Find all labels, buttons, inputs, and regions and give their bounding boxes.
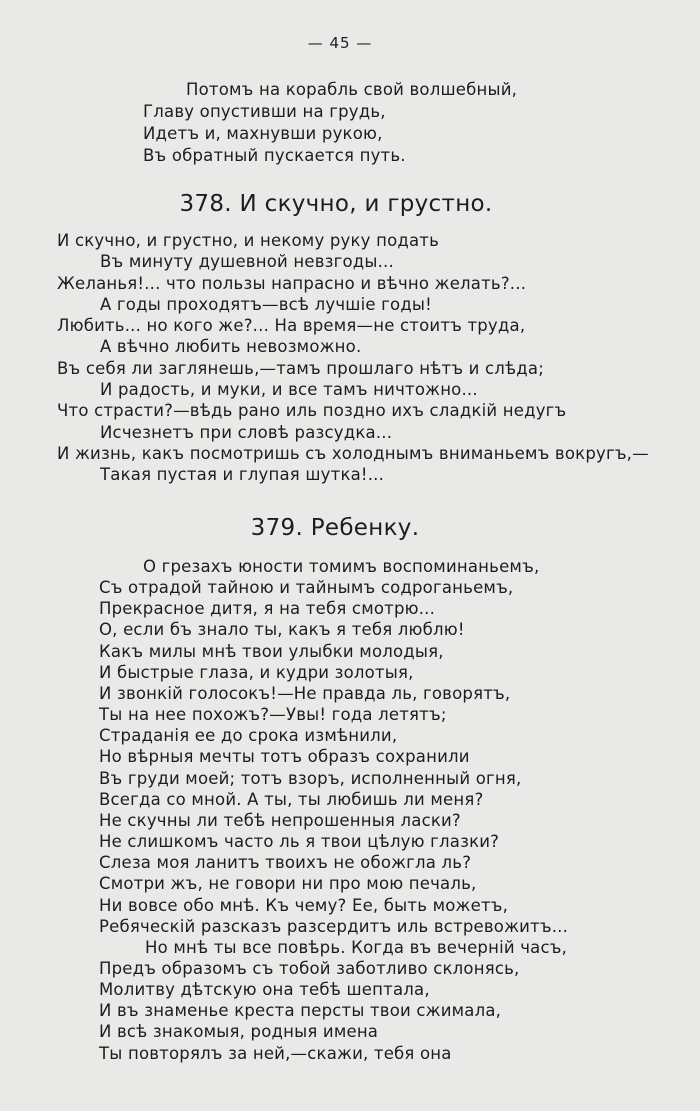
poem-line: Но мнѣ ты все повѣрь. Когда въ вечерній часъ,: [145, 937, 568, 957]
poem-line: Главу опустивши на грудь,: [143, 102, 386, 121]
poem-line: Идетъ и, махнувши рукою,: [143, 124, 383, 143]
poem-line: О грезахъ юности томимъ воспоминаньемъ,: [143, 557, 540, 576]
poem-line: Въ минуту душевной невзгоды...: [100, 252, 394, 272]
poem-line: Въ обратный пускается путь.: [143, 146, 406, 165]
poem-line: И скучно, и грустно, и некому руку подать: [57, 231, 440, 250]
poem-line: А вѣчно любить невозможно.: [100, 337, 362, 357]
poem-line: И быстрые глаза, и кудри золотыя,: [99, 662, 414, 682]
poem-line: И всѣ знакомыя, родныя имена: [99, 1022, 379, 1042]
poem-379-body: [99, 556, 568, 1064]
poem-line: Смотри жъ, не говори ни про мою печаль,: [99, 874, 477, 894]
poem-line: Исчезнетъ при словѣ разсудка...: [100, 422, 393, 442]
poem-line: Такая пустая и глупая шутка!...: [100, 465, 385, 485]
poem-line: Въ себя ли заглянешь,—тамъ прошлаго нѣтъ и слѣда;: [57, 358, 544, 378]
poem-line: Потомъ на корабль свой волшебный,: [186, 80, 518, 99]
poem-line: Всегда со мной. А ты, ты любишь ли меня?: [99, 789, 484, 809]
poem-line: Молитву дѣтскую она тебѣ шептала,: [99, 980, 430, 1000]
intro-stanza: [143, 79, 517, 167]
poem-line: Ребяческій разсказъ разсердитъ иль встревожитъ...: [99, 916, 569, 936]
poem-line: Ты повторялъ за ней,—скажи, тебя она: [99, 1043, 452, 1063]
poem-line: Что страсти?—вѣдь рано иль поздно ихъ сладкій недугъ: [57, 401, 567, 421]
poem-line: Желанья!... что пользы напрасно и вѣчно желать?...: [57, 273, 527, 293]
poem-line: Слеза моя ланитъ твоихъ не обожгла ль?: [99, 853, 472, 873]
poem-line: И жизнь, какъ посмотришь съ холоднымъ вниманьемъ вокругъ,—: [57, 443, 649, 463]
poem-title-378: 378. И скучно, и грустно.: [179, 191, 493, 217]
poem-line: А годы проходятъ—всѣ лучшіе годы!: [100, 294, 432, 314]
poem-line: Ты на нее похожъ?—Увы! года летятъ;: [99, 705, 447, 725]
poem-line: Съ отрадой тайною и тайнымъ содроганьемъ,: [99, 578, 514, 598]
poem-line: Въ груди моей; тотъ взоръ, исполненный огня,: [99, 768, 522, 788]
page-number: — 45 —: [307, 34, 373, 52]
poem-line: Но вѣрныя мечты тотъ образъ сохранили: [99, 747, 470, 767]
poem-line: Любить... но кого же?... На время—не стоитъ труда,: [57, 316, 526, 336]
poem-line: Прекрасное дитя, я на тебя смотрю...: [99, 599, 436, 619]
poem-line: И звонкій голосокъ!—Не правда ль, говорятъ,: [99, 683, 511, 703]
poem-line: Ни вовсе обо мнѣ. Къ чему? Ее, быть можетъ,: [99, 895, 509, 915]
poem-line: Какъ милы мнѣ твои улыбки молодыя,: [99, 641, 444, 661]
poem-line: И въ знаменье креста персты твои сжимала,: [99, 1001, 502, 1021]
poem-line: Не слишкомъ часто ль я твои цѣлую глазки?: [99, 832, 500, 852]
poem-line: Страданія ее до срока измѣнили,: [99, 726, 398, 746]
poem-line: И радость, и муки, и все тамъ ничтожно...: [100, 380, 478, 400]
poem-line: Не скучны ли тебѣ непрошенныя ласки?: [99, 810, 461, 830]
poem-line: Предъ образомъ съ тобой заботливо склонясь,: [99, 958, 520, 978]
poem-title-379: 379. Ребенку.: [250, 515, 420, 541]
poem-378-body: [57, 230, 649, 486]
poem-line: О, если бъ знало ты, какъ я тебя люблю!: [99, 620, 465, 640]
